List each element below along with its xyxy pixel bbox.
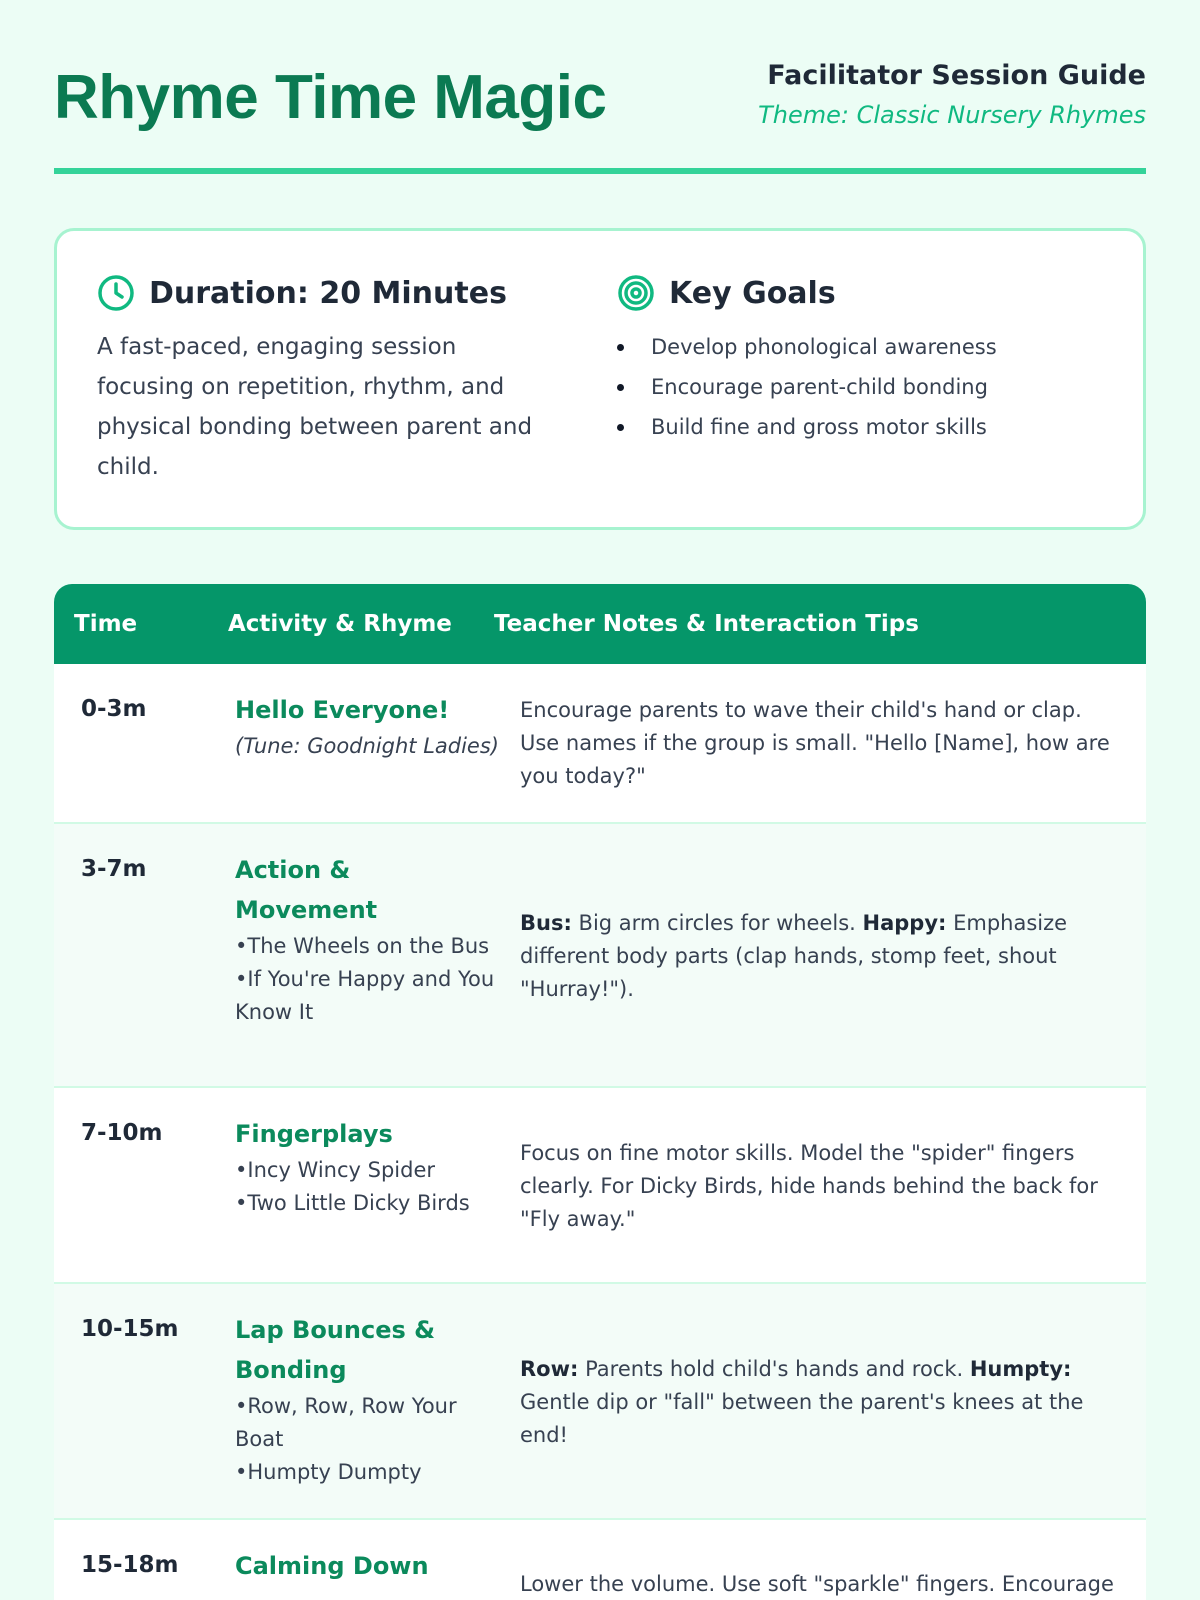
page-title: Rhyme Time Magic <box>54 63 607 132</box>
activity-title: Hello Everyone! <box>235 696 450 724</box>
notes-text: Parents hold child's hands and rock. <box>578 1356 970 1381</box>
header-meta <box>758 60 1146 129</box>
row-activity <box>214 1114 500 1220</box>
notes-label: Humpty: <box>969 1356 1072 1381</box>
duration-section <box>97 273 583 527</box>
page-header <box>54 0 1146 174</box>
goal-item: Build fine and gross motor skills <box>617 407 1103 447</box>
notes-text: Emphasize different body parts (clap hands, stomp feet, shout "Hurray!"). <box>520 910 1068 1001</box>
column-header-time: Time <box>74 611 138 637</box>
row-time: 7-10m <box>81 1120 163 1146</box>
activity-title: Calming Down <box>235 1552 429 1580</box>
table-row <box>54 1088 1146 1284</box>
activity-rhyme-list <box>235 930 500 1029</box>
notes-label: Bus: <box>520 910 572 935</box>
goal-item: Encourage parent-child bonding <box>617 367 1103 407</box>
rhyme-item: • The Wheels on the Bus <box>235 930 500 963</box>
rhyme-item: • If You're Happy and You Know It <box>235 963 500 1029</box>
table-header <box>54 584 1146 664</box>
column-header-notes: Teacher Notes & Interaction Tips <box>494 611 919 637</box>
duration-description: A fast-paced, engaging session focusing on repetition, rhythm, and physical bonding between parent and child. <box>97 334 533 480</box>
row-time: 3-7m <box>81 856 147 882</box>
rhyme-item: • Humpty Dumpty <box>235 1456 500 1489</box>
row-notes <box>500 1546 1146 1600</box>
rhyme-item: • Incy Wincy Spider <box>235 1154 500 1187</box>
notes-text: Gentle dip or "fall" between the parent's knees at the end! <box>520 1389 1084 1447</box>
row-activity <box>214 1310 500 1489</box>
activity-title: Lap Bounces & Bonding <box>235 1316 436 1384</box>
notes-text: Focus on fine motor skills. Model the "spider" fingers clearly. For Dicky Birds, hide hands behind the back for "Fly away." <box>520 1140 1098 1231</box>
row-notes <box>500 690 1146 793</box>
row-activity <box>214 850 500 1029</box>
row-time: 10-15m <box>81 1316 179 1342</box>
table-row <box>54 1284 1146 1520</box>
notes-label: Happy: <box>862 910 947 935</box>
clock-icon <box>97 274 135 312</box>
goal-item: Develop phonological awareness <box>617 327 1103 367</box>
activity-title: Action & Movement <box>235 856 378 924</box>
table-row <box>54 664 1146 824</box>
activity-title: Fingerplays <box>235 1120 393 1148</box>
notes-text: Lower the volume. Use soft "sparkle" fingers. Encourage <box>520 1572 1114 1596</box>
goals-heading: Key Goals <box>669 275 836 311</box>
summary-card <box>54 228 1146 530</box>
notes-label: Row: <box>520 1356 579 1381</box>
row-time: 0-3m <box>81 696 147 722</box>
activity-subtitle: (Tune: Goodnight Ladies) <box>235 734 499 758</box>
goals-list <box>617 327 1103 447</box>
duration-header <box>97 273 583 313</box>
goals-header <box>617 273 1103 313</box>
column-header-activity: Activity & Rhyme <box>228 611 452 637</box>
duration-heading: Duration: 20 Minutes <box>149 275 507 311</box>
activity-rhyme-list <box>235 1390 500 1489</box>
theme-label: Theme: Classic Nursery Rhymes <box>758 101 1146 129</box>
row-activity <box>214 1546 500 1586</box>
row-activity <box>214 690 500 763</box>
guide-label: Facilitator Session Guide <box>767 60 1146 91</box>
activity-rhyme-list <box>235 1154 500 1220</box>
goals-section <box>583 273 1103 527</box>
table-row <box>54 1520 1146 1600</box>
row-notes <box>500 907 1146 1006</box>
row-time: 15-18m <box>81 1552 179 1578</box>
target-icon <box>617 274 655 312</box>
notes-text: Big arm circles for wheels. <box>571 910 863 935</box>
table-row <box>54 824 1146 1088</box>
schedule-table <box>54 584 1146 1600</box>
rhyme-item: • Two Little Dicky Birds <box>235 1187 500 1220</box>
rhyme-item: • Row, Row, Row Your Boat <box>235 1390 500 1456</box>
notes-text: Encourage parents to wave their child's hand or clap. Use names if the group is small. "Hello [Name], how are you today?" <box>520 698 1110 788</box>
row-notes <box>500 1137 1146 1236</box>
row-notes <box>500 1353 1146 1452</box>
